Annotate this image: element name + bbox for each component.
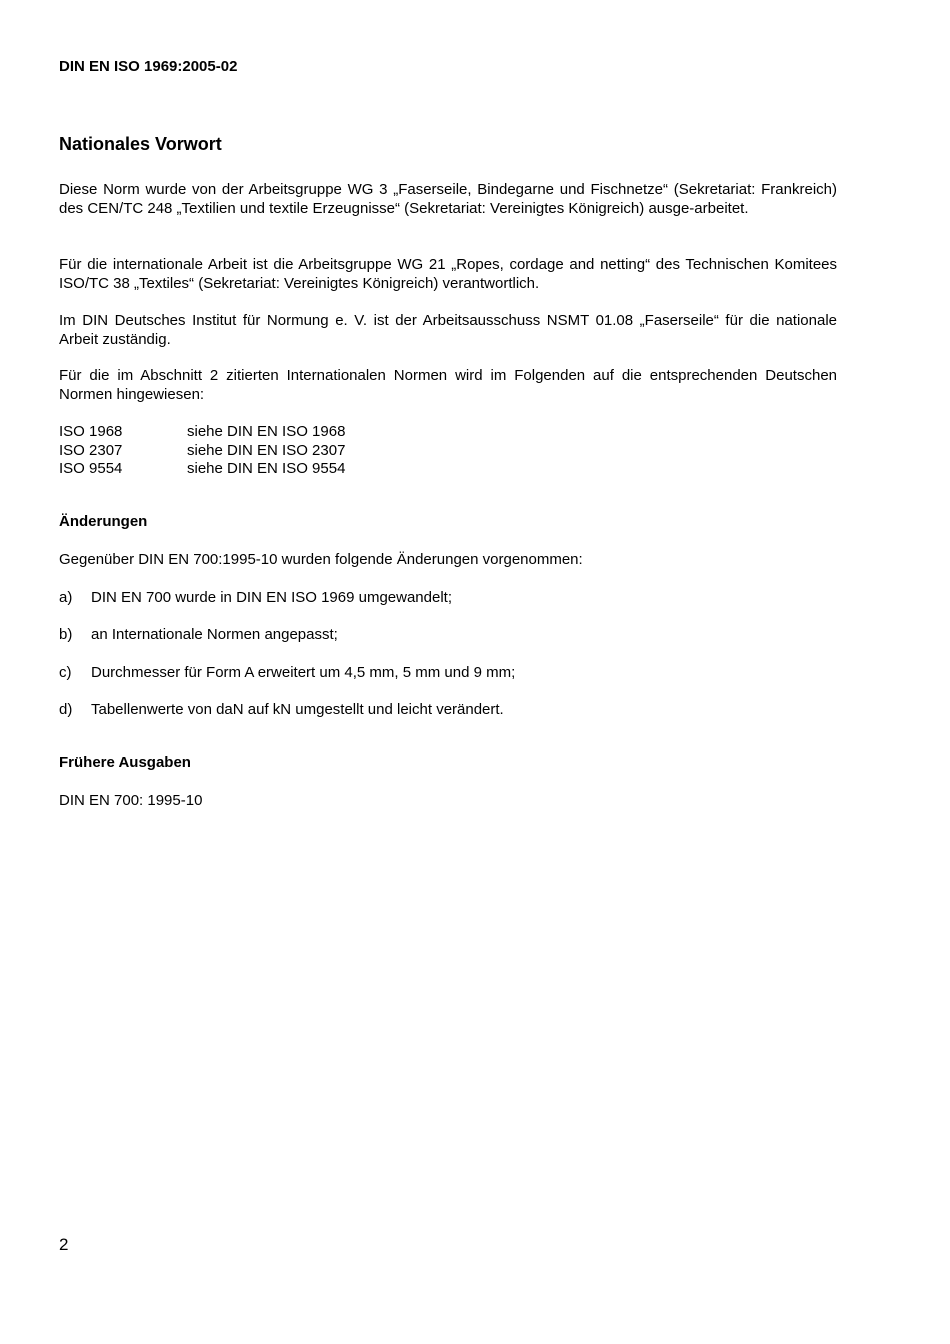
iso-reference: ISO 9554 <box>59 460 123 477</box>
reference-row <box>59 423 345 442</box>
list-marker: c) <box>59 664 72 681</box>
list-item <box>59 701 504 718</box>
paragraph: Diese Norm wurde von der Arbeitsgruppe WG 3 „Faserseile, Bindegarne und Fischnetze“ (Sekretariat: Frankreich) des CEN/TC 248 „Textilien und textile Erzeugnisse“ (Sekretariat: Vereinigtes Königreich) ausge-arbeitet. <box>59 181 837 217</box>
paragraph: Für die internationale Arbeit ist die Arbeitsgruppe WG 21 „Ropes, cordage and netting“ des Technischen Komitees ISO/TC 38 „Textiles“ (Sekretariat: Vereinigtes Königreich) verantwortlich. <box>59 256 837 292</box>
din-reference: siehe DIN EN ISO 1968 <box>187 423 346 440</box>
previous-edition: DIN EN 700: 1995-10 <box>59 792 203 809</box>
iso-reference: ISO 2307 <box>59 441 123 459</box>
document-id: DIN EN ISO 1969:2005-02 <box>59 58 238 75</box>
list-item <box>59 589 452 606</box>
paragraph: Für die im Abschnitt 2 zitierten Internationalen Normen wird im Folgenden auf die entsprechenden Deutschen Normen hingewiesen: <box>59 367 837 403</box>
reference-row <box>59 442 345 461</box>
list-text: DIN EN 700 wurde in DIN EN ISO 1969 umgewandelt; <box>91 589 453 606</box>
list-text: Durchmesser für Form A erweitert um 4,5 mm, 5 mm und 9 mm; <box>91 664 516 681</box>
section-title-changes: Änderungen <box>59 513 148 530</box>
list-marker: a) <box>59 589 73 606</box>
reference-row <box>59 460 345 479</box>
iso-reference: ISO 1968 <box>59 423 123 440</box>
list-text: an Internationale Normen angepasst; <box>91 626 338 643</box>
reference-list <box>59 423 345 479</box>
section-title-previous-editions: Frühere Ausgaben <box>59 754 191 771</box>
list-marker: b) <box>59 626 73 643</box>
changes-intro: Gegenüber DIN EN 700:1995-10 wurden folgende Änderungen vorgenommen: <box>59 551 583 568</box>
page-number: 2 <box>59 1235 69 1254</box>
list-item <box>59 626 338 643</box>
din-reference: siehe DIN EN ISO 2307 <box>187 441 346 459</box>
section-title-foreword: Nationales Vorwort <box>59 134 222 154</box>
list-item <box>59 664 515 681</box>
list-marker: d) <box>59 701 73 718</box>
din-reference: siehe DIN EN ISO 9554 <box>187 460 346 477</box>
list-text: Tabellenwerte von daN auf kN umgestellt und leicht verändert. <box>91 701 504 718</box>
paragraph: Im DIN Deutsches Institut für Normung e. V. ist der Arbeitsausschuss NSMT 01.08 „Faserseile“ für die nationale Arbeit zuständig. <box>59 312 837 348</box>
